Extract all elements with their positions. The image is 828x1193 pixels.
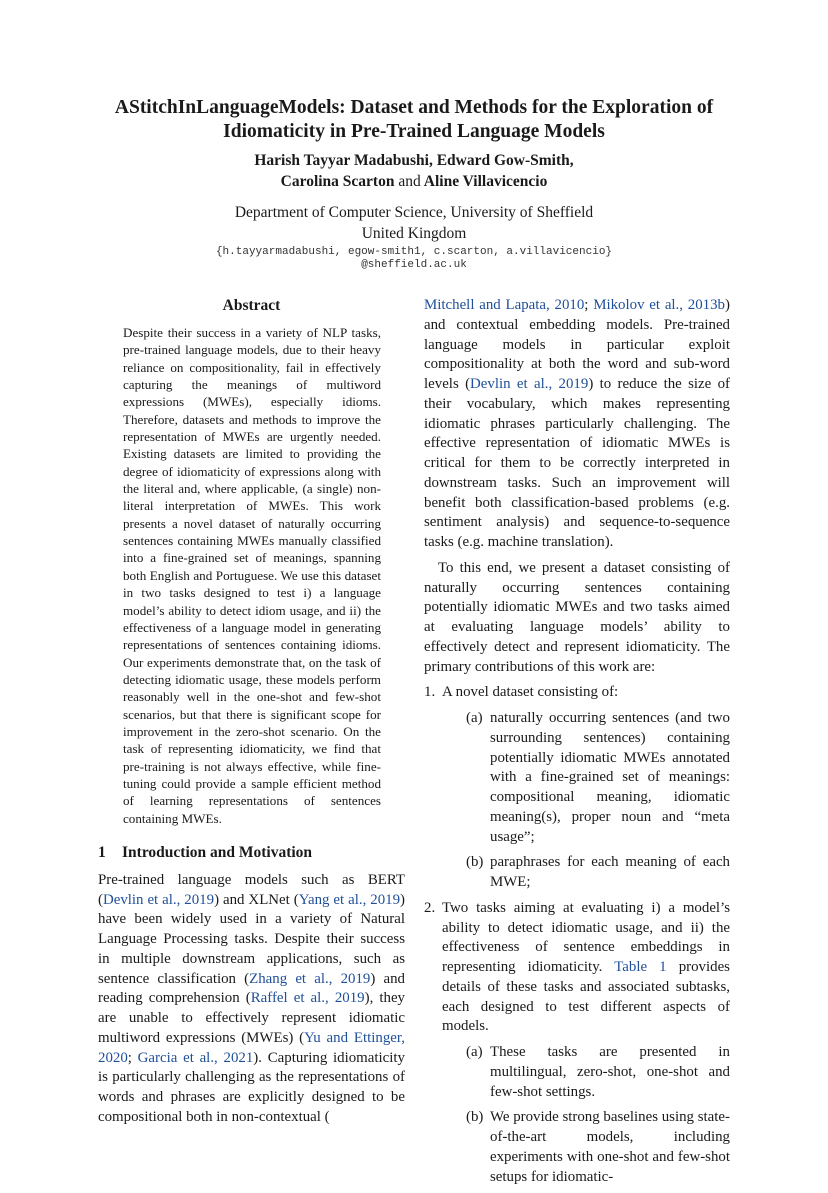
affiliation-line-1: Department of Computer Science, University of Sheffield [234, 204, 594, 221]
emails-line-1: {h.tayyarmadabushi, egow-smith1, c.scarton, a.villavicencio} [215, 246, 613, 258]
intro-paragraph-1-continued [424, 296, 730, 553]
list-item-text: A novel dataset consisting of: [442, 684, 619, 701]
intro-paragraph-2: To this end, we present a dataset consisting of naturally occurring sentences containing potentially idiomatic MWEs and two tasks aimed at evaluating language models’ ability to effectively detect and represent idiomaticity. The primary contributions of this work are: [424, 559, 730, 675]
list-marker: 1. [424, 684, 436, 701]
citation-link[interactable]: Mikolov et al., 2013b [593, 297, 726, 313]
text-run: Pre-trained language models such as BERT ( [98, 871, 405, 908]
authors-line-1: Harish Tayyar Madabushi, Edward Gow-Smith, [254, 152, 574, 169]
abstract-heading: Abstract [222, 297, 281, 314]
list-item [424, 899, 730, 1188]
intro-paragraph-1 [98, 871, 405, 1128]
authors-line-2 [90, 171, 738, 192]
citation-link[interactable]: Raffel et al., 2019 [250, 990, 365, 1007]
citation-link[interactable]: Garcia et al., 2021 [137, 1049, 254, 1066]
text-run: ; [584, 297, 594, 313]
abstract-text: Despite their success in a variety of NLP tasks, pre-trained language models, due to their heavy reliance on compositionality, fail in effectively capturing the meanings of multiword expressions (MWEs), especially idioms. Therefore, datasets and methods to improve the representation of MWEs are urgently needed. Existing datasets are limited to providing the degree of idiomaticity of expressions along with the literal and, where applicable, (a single) non-literal interpretation of MWEs. This work presents a novel dataset of naturally occurring sentences containing MWEs manually classified into a fine-grained set of meanings, spanning both English and Portuguese. We use this dataset in two tasks designed to test i) a language model’s ability to detect idiom usage, and ii) the effectiveness of a language model in generating representations of sentences containing idioms. Our experiments demonstrate that, on the task of detecting idiomatic usage, these models perform reasonably well in the one-shot and few-shot scenarios, but that there is significant scope for improvement in the zero-shot scenario. On the task of representing idiomaticity, we find that pre-training is not always effective, while fine-tuning could provide a sample efficient method of learning representations of sentences containing MWEs. [123, 325, 381, 826]
section-title: Introduction and Motivation [122, 843, 313, 861]
text-run: ). Capturing idiomaticity is particularly challenging as the representations of words and phrases are explicitly designed to be compositional both in non-contextual ( [98, 1049, 405, 1125]
left-column [98, 296, 405, 1128]
author-name: Aline Villavicencio [423, 173, 548, 190]
text-run: ) have been widely used in a variety of Natural Language Processing tasks. Despite their success in multiple downstream applications, such as sentence classification ( [98, 891, 406, 987]
text-run: ) and reading comprehension ( [98, 970, 405, 1007]
list-item-text: Two tasks aiming at evaluating i) a model’s ability to detect idiomatic usage, and ii) the effectiveness of sentence embeddings in representing idiomaticity. [442, 899, 730, 975]
affiliation [90, 202, 738, 244]
list-marker: (a) [466, 1044, 483, 1060]
table-reference-link[interactable]: Table 1 [614, 959, 667, 975]
emails-line-2: @sheffield.ac.uk [361, 259, 467, 271]
citation-link[interactable]: Devlin et al., 2019 [470, 376, 589, 392]
list-item-text: paraphrases for each meaning of each MWE; [490, 854, 730, 890]
section-number: 1 [98, 843, 106, 861]
text-run: ) to reduce the size of their vocabulary, which makes representing idiomatic phrases particularly challenging. The effective representation of idiomatic MWEs is critical for them to be correctly interpreted in downstream tasks. Such an improvement will benefit both classification-based problems (e.g. sentiment analysis) and sequence-to-sequence tasks (e.g. machine translation). [424, 376, 731, 550]
paper-title: AStitchInLanguageModels: Dataset and Methods for the Exploration of Idiomaticity in Pre-Trained Language Models [114, 97, 714, 142]
contributions-list [424, 683, 730, 1187]
citation-link[interactable]: Devlin et al., 2019 [102, 891, 215, 908]
text-run: ), they are unable to effectively represent idiomatic multiword expressions (MWEs) ( [98, 990, 405, 1046]
text-run: ) and contextual embedding models. Pre-trained language models in particular exploit compositionality at both the word and sub-word levels ( [424, 297, 730, 392]
list-marker: (b) [466, 854, 484, 871]
right-column [424, 296, 730, 1193]
citation-link[interactable]: Mitchell and Lapata, 2010 [424, 297, 585, 313]
list-item-text: We provide strong baselines using state-of-the-art models, including experiments with one-shot and few-shot setups for idiomatic- [490, 1109, 730, 1185]
author-emails [90, 246, 738, 272]
citation-link[interactable]: Zhang et al., 2019 [249, 970, 371, 987]
sub-list-item [442, 1108, 730, 1187]
list-item-text: provides details of these tasks and associated subtasks, each designed to test different aspects of models. [442, 959, 730, 1035]
list-item [424, 683, 730, 893]
affiliation-line-2: United Kingdom [361, 225, 467, 242]
list-item-text: These tasks are presented in multilingual, zero-shot, one-shot and few-shot settings. [490, 1044, 730, 1100]
author-name: Carolina Scarton [280, 173, 395, 190]
list-marker: 2. [424, 899, 436, 916]
sub-list-item [442, 709, 730, 847]
author-list [90, 150, 738, 192]
text-run: ; [127, 1049, 138, 1066]
text-run: ) and XLNet ( [214, 891, 299, 908]
list-item-text: naturally occurring sentences (and two surrounding sentences) containing potentially idiomatic MWEs annotated with a fine-grained set of meanings: compositional meaning, idiomatic meaning(s), proper noun and “meta usage”; [490, 710, 730, 845]
section-heading [98, 843, 405, 863]
citation-link[interactable]: Yang et al., 2019 [298, 891, 401, 908]
list-marker: (b) [466, 1109, 484, 1126]
sub-list-item [442, 1043, 730, 1102]
list-marker: (a) [466, 710, 483, 726]
authors-and: and [398, 173, 421, 190]
sub-list-item [442, 853, 730, 893]
citation-link[interactable]: Yu and Ettinger, 2020 [98, 1029, 405, 1066]
